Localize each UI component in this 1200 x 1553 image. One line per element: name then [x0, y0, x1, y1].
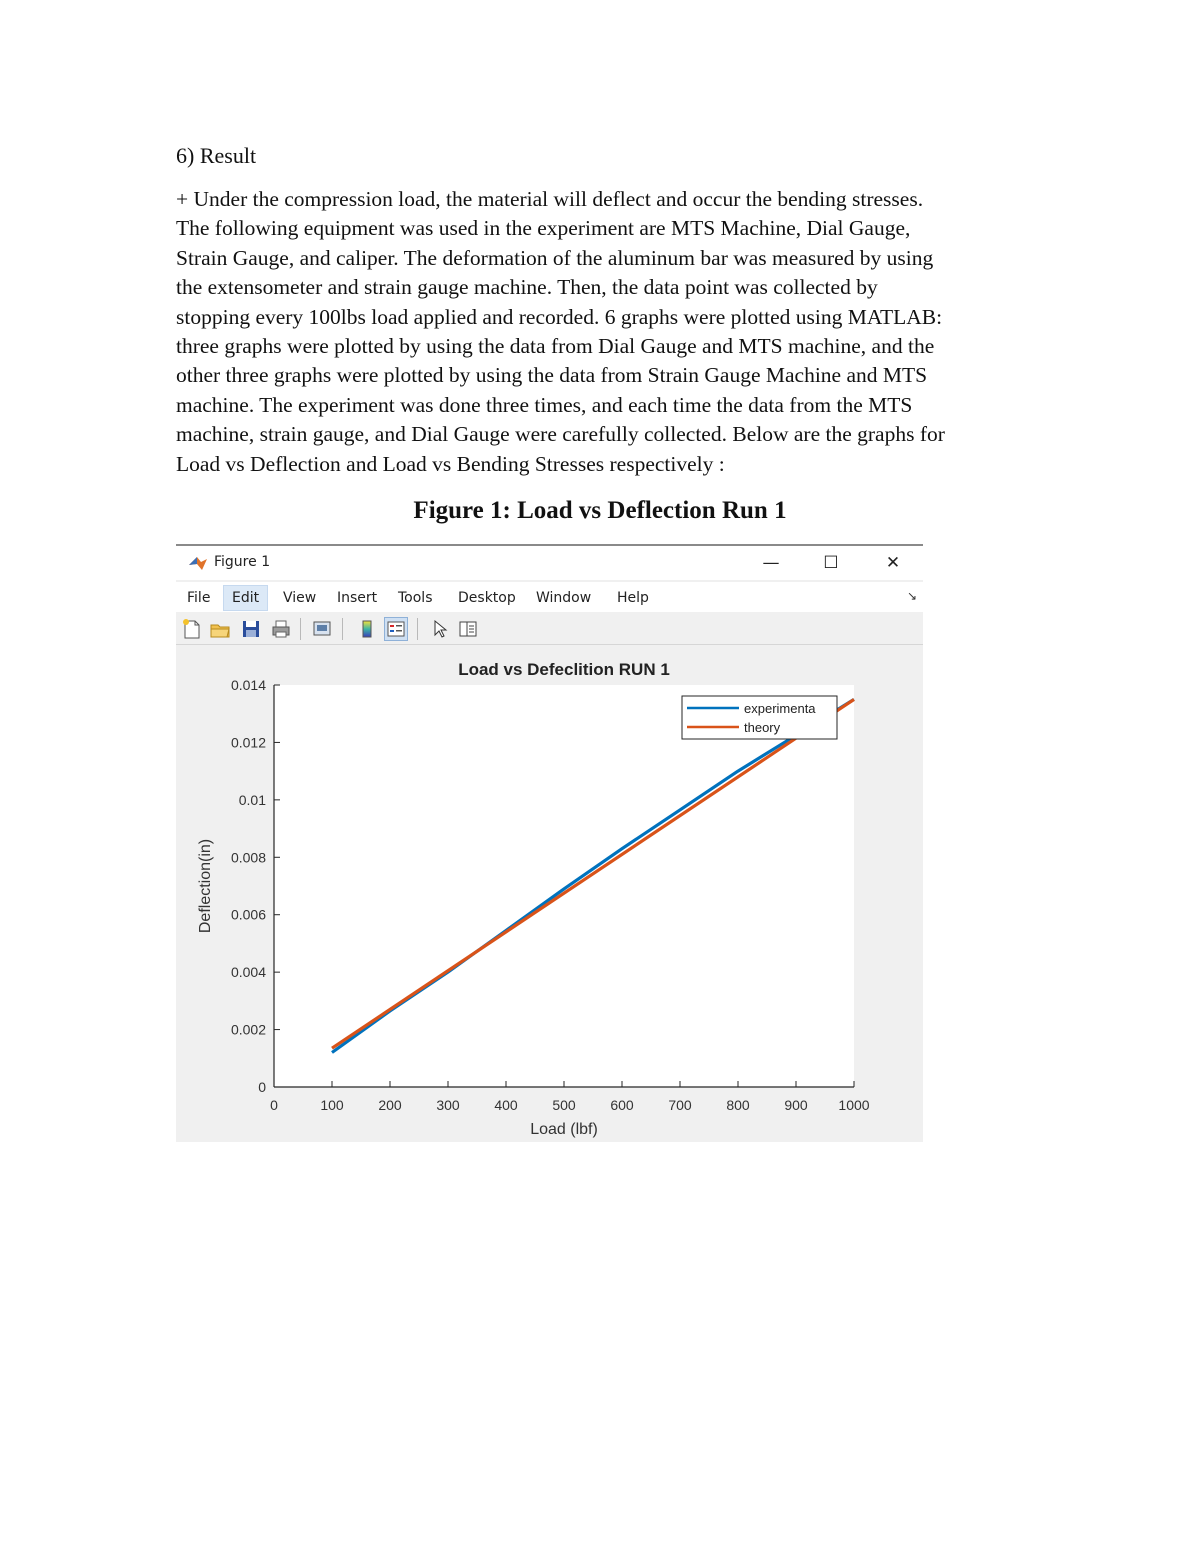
matlab-figure-window	[176, 544, 923, 1142]
x-tick-label: 200	[378, 1097, 402, 1113]
figure-caption: Figure 1: Load vs Deflection Run 1	[413, 497, 787, 524]
toolbar-separator	[300, 618, 301, 640]
body-line: + Under the compression load, the material will deflect and occur the bending stresses.	[176, 187, 924, 211]
edit-plot-arrow-icon[interactable]	[429, 618, 451, 640]
x-tick-label: 900	[784, 1097, 808, 1113]
y-tick-label: 0.002	[230, 1021, 266, 1038]
legend-label: experimenta	[744, 701, 816, 716]
body-line: three graphs were plotted by using the data from Dial Gauge and MTS machine, and the	[176, 334, 935, 359]
menu-item-window[interactable]: Window	[536, 590, 592, 606]
y-tick-label: 0	[258, 1079, 266, 1095]
figure-toolbar	[176, 613, 923, 645]
maximize-button[interactable]: ☐	[823, 553, 839, 573]
body-line: other three graphs were plotted by using the data from Strain Gauge Machine and MTS	[176, 363, 928, 388]
menu-item-help[interactable]: Help	[617, 590, 649, 606]
property-inspector-icon[interactable]	[457, 618, 479, 640]
menu-overflow-icon[interactable]: ↘	[906, 589, 917, 603]
body-line: The following equipment was used in the experiment are MTS Machine, Dial Gauge,	[176, 216, 911, 241]
x-tick-label: 700	[668, 1097, 692, 1113]
body-line: machine. The experiment was done three times, and each time the data from the MTS	[176, 392, 913, 417]
save-icon[interactable]	[240, 618, 262, 640]
x-tick-label: 300	[436, 1097, 460, 1113]
x-tick-label: 0	[270, 1097, 278, 1113]
body-line: Strain Gauge, and caliper. The deformation of the aluminum bar was measured by using	[176, 245, 934, 270]
y-tick-label: 0.012	[230, 734, 266, 751]
menu-item-insert[interactable]: Insert	[337, 590, 378, 606]
axes-background	[274, 685, 854, 1087]
y-tick-label: 0.006	[230, 906, 266, 923]
menu-item-desktop[interactable]: Desktop	[458, 590, 516, 606]
x-tick-label: 500	[552, 1097, 576, 1113]
menu-item-tools[interactable]: Tools	[398, 590, 433, 606]
line-chart[interactable]	[176, 645, 923, 1142]
open-file-icon[interactable]	[209, 618, 231, 640]
body-paragraph	[176, 185, 1036, 479]
toolbar-separator	[417, 618, 418, 640]
colorbar-icon[interactable]	[356, 618, 378, 640]
menu-item-edit[interactable]: Edit	[223, 585, 268, 611]
x-tick-label: 800	[726, 1097, 750, 1113]
toolbar-separator	[342, 618, 343, 640]
y-tick-label: 0.008	[230, 849, 266, 866]
plot-area	[176, 645, 923, 1142]
x-axis-label: Load (lbf)	[530, 1121, 598, 1138]
section-heading: 6) Result	[176, 143, 257, 168]
menu-bar	[176, 582, 923, 612]
x-tick-label: 100	[320, 1097, 344, 1113]
body-line: Load vs Deflection and Load vs Bending Stresses respectively :	[176, 451, 725, 476]
window-title-bar[interactable]	[176, 546, 923, 580]
x-tick-label: 400	[494, 1097, 518, 1113]
menu-item-file[interactable]: File	[187, 590, 211, 606]
body-line: machine, strain gauge, and Dial Gauge were carefully collected. Below are the graphs for	[176, 422, 945, 447]
y-tick-label: 0.004	[230, 964, 266, 981]
menu-item-view[interactable]: View	[283, 590, 317, 606]
matlab-logo-icon	[188, 555, 208, 571]
window-title: Figure 1	[214, 554, 271, 570]
print-preview-icon[interactable]	[311, 618, 333, 640]
minimize-button[interactable]: —	[762, 553, 780, 573]
print-icon[interactable]	[270, 618, 292, 640]
close-button[interactable]: ✕	[885, 553, 901, 573]
legend-label: theory	[744, 720, 781, 735]
y-tick-label: 0.014	[230, 677, 266, 693]
chart-title: Load vs Defeclition RUN 1	[458, 660, 670, 679]
y-tick-label: 0.01	[238, 791, 266, 808]
body-line: the extensometer and strain gauge machine. Then, the data point was collected by	[176, 275, 878, 300]
x-tick-label: 1000	[838, 1097, 870, 1113]
x-tick-label: 600	[610, 1097, 634, 1113]
body-line: stopping every 100lbs load applied and recorded. 6 graphs were plotted using MATLAB:	[176, 304, 943, 329]
new-figure-icon[interactable]	[181, 618, 203, 640]
y-axis-label: Deflection(in)	[197, 838, 214, 934]
legend-icon[interactable]	[384, 617, 408, 641]
